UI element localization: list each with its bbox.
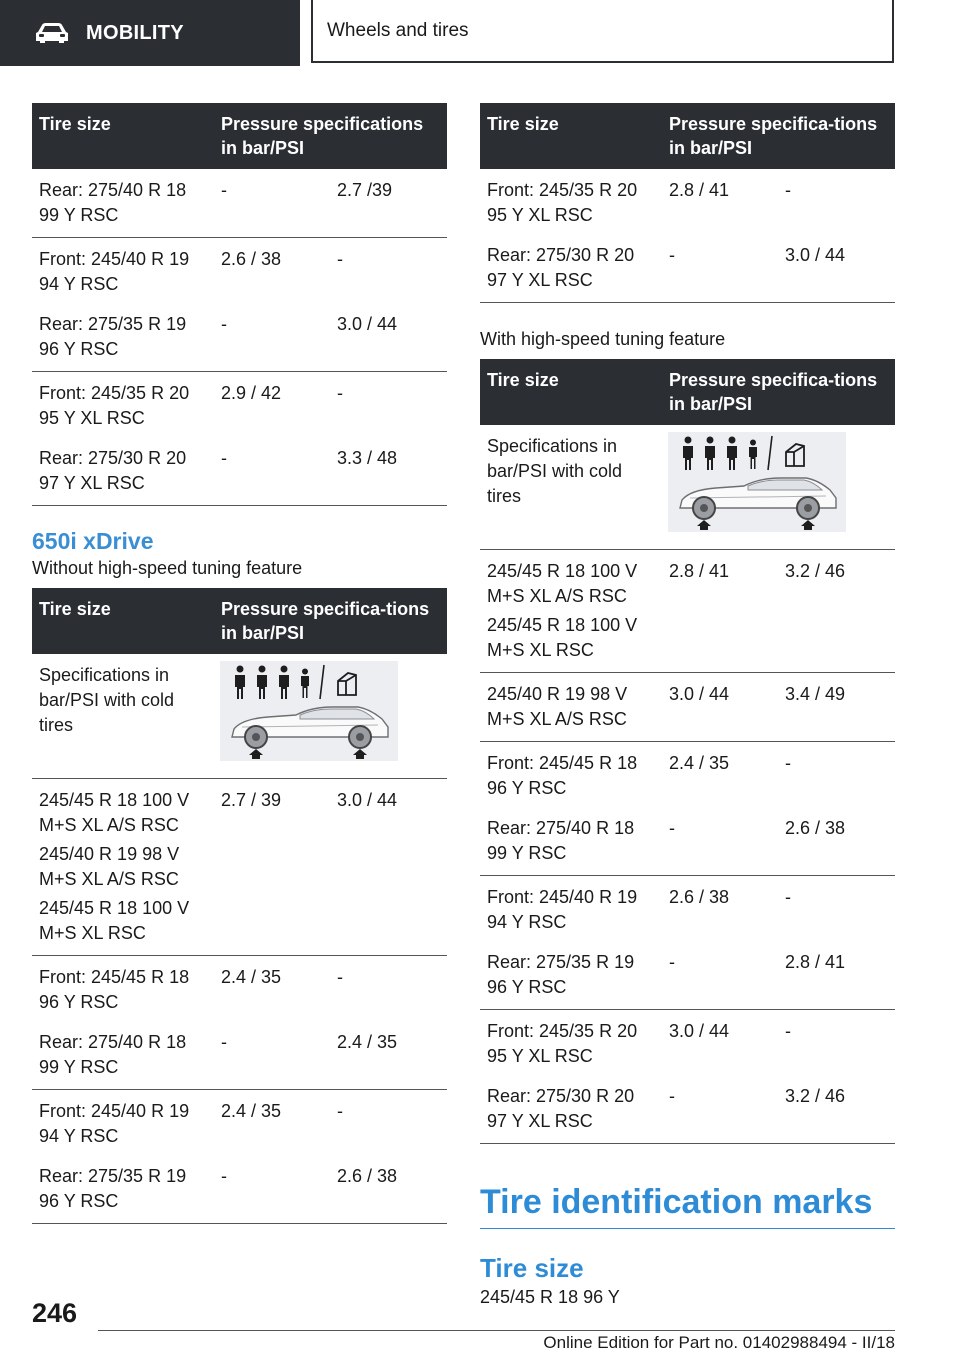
tire-size-text: 245/40 R 19 98 V M+S XL A/S RSC (39, 844, 180, 889)
pressure-full-load-cell: 2.6 / 38 (330, 1158, 447, 1224)
table-row (32, 1090, 447, 1159)
right-column (480, 103, 895, 1309)
tire-size-cell: Rear: 275/30 R 20 97 Y XL RSC (480, 237, 662, 303)
page-number: 246 (32, 1298, 78, 1328)
pressure-normal-load-cell: - (662, 810, 778, 876)
pressure-table-left-2 (32, 588, 447, 1224)
tire-size-cell (480, 810, 662, 876)
pressure-normal-load-cell: 2.8 / 41 (669, 180, 730, 200)
pressure-normal-load-cell: - (662, 944, 778, 1010)
tire-size-text: Rear: 275/30 R 20 97 Y XL RSC (487, 1086, 635, 1131)
model-heading: 650i xDrive (32, 528, 154, 554)
load-condition-pictogram (668, 432, 846, 532)
table-row (480, 944, 895, 1010)
subsection-title: Tire size (480, 1253, 584, 1283)
pressure-table-right-1 (480, 103, 895, 303)
section-name: MOBILITY (86, 21, 184, 44)
pressure-normal-load-cell: 2.6 / 38 (221, 249, 282, 269)
tire-size-text: Rear: 275/35 R 19 96 Y RSC (39, 1166, 187, 1211)
tire-size-cell (480, 742, 662, 811)
pressure-normal-load-cell: - (214, 440, 330, 506)
pressure-full-load-cell: 3.0 / 44 (778, 237, 895, 303)
page-header (0, 0, 960, 66)
tire-size-text: Rear: 275/35 R 19 96 Y RSC (487, 952, 635, 997)
pressure-full-load-cell: - (785, 1021, 791, 1041)
pressure-normal-load-cell: 2.7 / 39 (214, 779, 330, 956)
table-row (480, 742, 895, 811)
pictogram-row (32, 654, 447, 779)
pressure-full-load-cell: 3.3 / 48 (330, 440, 447, 506)
load-condition-pictogram (220, 661, 398, 761)
edition-note: Online Edition for Part no. 01402988494 - II/18 (543, 1333, 895, 1352)
tire-size-cell (480, 550, 662, 673)
tire-size-text: Front: 245/45 R 18 96 Y RSC (39, 967, 190, 1012)
pressure-table-left-1 (32, 103, 447, 506)
pressure-normal-load-cell: 2.4 / 35 (221, 967, 282, 987)
pressure-full-load-cell: 3.0 / 44 (330, 779, 447, 956)
table-row (32, 238, 447, 307)
tire-size-cell (480, 673, 662, 742)
column-header-tire-size: Tire size (480, 359, 662, 425)
table-row (480, 550, 895, 673)
table-row (32, 779, 447, 956)
pressure-full-load-cell: - (337, 1101, 343, 1121)
table-row (32, 440, 447, 506)
column-header-tire-size: Tire size (32, 588, 214, 654)
pressure-normal-load-cell: 2.4 / 35 (221, 1101, 282, 1121)
tire-size-cell (32, 1024, 214, 1090)
tire-size-text: Rear: 275/40 R 18 99 Y RSC (39, 1032, 187, 1077)
tire-size-cell: Front: 245/35 R 20 95 Y XL RSC (39, 383, 190, 428)
section-title: Tire identification marks (480, 1180, 895, 1229)
tire-size-text: 245/45 R 18 100 V M+S XL A/S RSC (487, 561, 638, 606)
car-icon (34, 22, 70, 44)
column-header-tire-size: Tire size (32, 103, 214, 169)
pictogram-row (480, 425, 895, 550)
footer-divider (98, 1330, 895, 1331)
pressure-full-load-cell: 3.0 / 44 (330, 306, 447, 372)
feature-subheading: With high-speed tuning feature (480, 329, 726, 349)
chapter-tab (311, 0, 894, 63)
tire-size-cell: Rear: 275/35 R 19 96 Y RSC (32, 306, 214, 372)
pressure-normal-load-cell: 3.0 / 44 (669, 1021, 730, 1041)
tire-size-cell: Rear: 275/30 R 20 97 Y XL RSC (32, 440, 214, 506)
left-column (32, 103, 447, 1224)
tire-size-cell (480, 1078, 662, 1144)
tire-size-cell (480, 876, 662, 945)
pressure-full-load-cell: 3.2 / 46 (778, 550, 895, 673)
table-row (32, 1024, 447, 1090)
tire-size-text: 245/45 R 18 100 V M+S XL A/S RSC (39, 790, 190, 835)
chapter-title: Wheels and tires (327, 19, 469, 41)
pressure-full-load-cell: - (337, 249, 343, 269)
tire-size-cell: Front: 245/35 R 20 95 Y XL RSC (487, 180, 638, 225)
pressure-normal-load-cell: - (214, 1024, 330, 1090)
tire-size-cell (32, 779, 214, 956)
table-row (32, 169, 447, 238)
tire-size-cell (32, 956, 214, 1025)
tire-size-cell: Rear: 275/40 R 18 99 Y RSC (32, 169, 214, 238)
tire-size-cell: Front: 245/40 R 19 94 Y RSC (39, 249, 190, 294)
tire-size-text: 245/40 R 19 98 V M+S XL A/S RSC (487, 684, 628, 729)
pressure-full-load-cell: - (337, 383, 343, 403)
pressure-full-load-cell: - (337, 967, 343, 987)
table-row (32, 1158, 447, 1224)
tire-size-cell (32, 1158, 214, 1224)
table-row (32, 956, 447, 1025)
table-row (32, 306, 447, 372)
pressure-full-load-cell: 2.8 / 41 (778, 944, 895, 1010)
pressure-normal-load-cell: - (214, 1158, 330, 1224)
tire-size-text: Rear: 275/40 R 18 99 Y RSC (487, 818, 635, 863)
tire-size-text: Front: 245/45 R 18 96 Y RSC (487, 753, 638, 798)
pressure-full-load-cell: - (785, 753, 791, 773)
tire-size-text: 245/45 R 18 100 V M+S XL RSC (487, 615, 638, 660)
pressure-full-load-cell: 2.6 / 38 (778, 810, 895, 876)
pressure-full-load-cell: - (785, 180, 791, 200)
pressure-full-load-cell: 3.4 / 49 (778, 673, 895, 742)
pressure-normal-load-cell: - (662, 237, 778, 303)
table-row (480, 673, 895, 742)
tire-size-cell (32, 1090, 214, 1159)
pressure-table-right-2 (480, 359, 895, 1144)
table-row (32, 372, 447, 441)
pressure-normal-load-cell: 2.9 / 42 (221, 383, 282, 403)
tire-size-text: Front: 245/40 R 19 94 Y RSC (39, 1101, 190, 1146)
table-row (480, 237, 895, 303)
pressure-normal-load-cell: 2.4 / 35 (669, 753, 730, 773)
pressure-normal-load-cell: - (662, 1078, 778, 1144)
column-header-pressure: Pressure specifications in bar/PSI (214, 103, 447, 169)
column-header-pressure: Pressure specifica-tions in bar/PSI (214, 588, 447, 654)
column-header-pressure: Pressure specifica-tions in bar/PSI (662, 103, 895, 169)
pressure-normal-load-cell: 2.8 / 41 (662, 550, 778, 673)
pressure-full-load-cell: 2.4 / 35 (330, 1024, 447, 1090)
feature-subheading: Without high-speed tuning feature (32, 558, 303, 578)
pictogram-label: Specifications in bar/PSI with cold tires (32, 654, 214, 779)
tire-size-text: 245/45 R 18 100 V M+S XL RSC (39, 898, 190, 943)
pressure-normal-load-cell: 3.0 / 44 (662, 673, 778, 742)
tire-size-cell (480, 944, 662, 1010)
pressure-normal-load-cell: 2.6 / 38 (669, 887, 730, 907)
tire-size-example: 245/45 R 18 96 Y (480, 1287, 620, 1307)
table-row (480, 1010, 895, 1079)
pictogram-label: Specifications in bar/PSI with cold tires (480, 425, 662, 550)
table-row (480, 169, 895, 237)
tire-size-cell (480, 1010, 662, 1079)
table-row (480, 1078, 895, 1144)
column-header-pressure: Pressure specifica-tions in bar/PSI (662, 359, 895, 425)
pressure-full-load-cell: 3.2 / 46 (778, 1078, 895, 1144)
table-row (480, 876, 895, 945)
tire-size-text: Front: 245/35 R 20 95 Y XL RSC (487, 1021, 638, 1066)
column-header-tire-size: Tire size (480, 103, 662, 169)
tire-size-text: Front: 245/40 R 19 94 Y RSC (487, 887, 638, 932)
pressure-normal-load-cell: - (214, 169, 330, 238)
section-tab (0, 0, 300, 66)
pressure-full-load-cell: 2.7 /39 (330, 169, 447, 238)
pressure-full-load-cell: - (785, 887, 791, 907)
table-row (480, 810, 895, 876)
pressure-normal-load-cell: - (214, 306, 330, 372)
